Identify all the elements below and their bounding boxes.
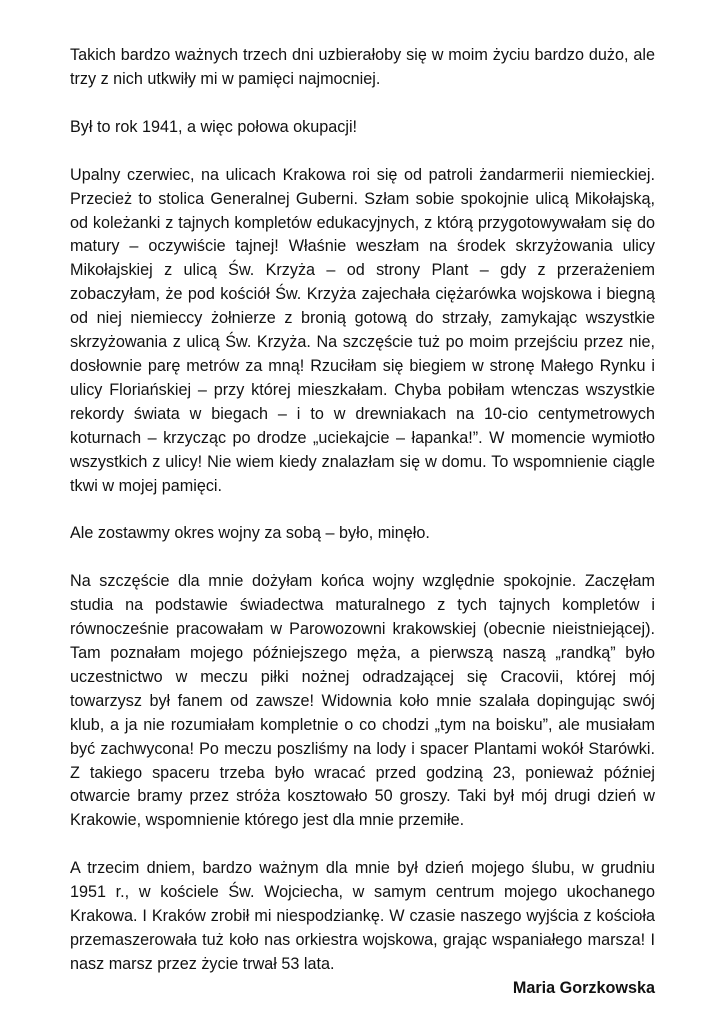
paragraph-transition: Ale zostawmy okres wojny za sobą – było, minęło. [70, 524, 430, 543]
paragraph-third-day: A trzecim dniem, bardzo ważnym dla mnie był dzień mojego ślubu, w grudniu 1951 r., w kościele Św. Wojciecha, w samym centrum mojego ukochanego Krakowa. I Kraków zrobił mi niespodziankę. W czasie naszego wyjścia z kościoła przemaszerowała tuż koło nas orkiestra wojskowa, grając wspaniałego marsza! I nasz marsz przez życie trwał 53 lata. [70, 859, 655, 973]
paragraph-intro: Takich bardzo ważnych trzech dni uzbierałoby się w moim życiu bardzo dużo, ale trzy z nich utkwiły mi w pamięci najmocniej. [70, 46, 655, 88]
author-signature: Maria Gorzkowska [512, 978, 655, 997]
paragraph-first-day: Upalny czerwiec, na ulicach Krakowa roi się od patroli żandarmerii niemieckiej. Przecież to stolica Generalnej Guberni. Szłam sobie spokojnie ulicą Mikołajską, od koleżanki z tajnych kompletów edukacyjnych, z którą przygotowywałam się do matury – oczywiście tajnej! Właśnie weszłam na środek skrzyżowania ulicy Mikołajskiej z ulicą Św. Krzyża – od strony Plant – gdy z przerażeniem zobaczyłam, że pod kościół Św. Krzyża zajechała ciężarówka wojskowa i biegną od niej niemieccy żołnierze z bronią gotową do strzały, zamykając wszystkie skrzyżowania z ulicą Św. Krzyża. Na szczęście tuż po moim przejściu przez nie, dosłownie parę metrów za mną! Rzuciłam się biegiem w stronę Małego Rynku i ulicy Floriańskiej – przy której mieszkałam. Chyba pobiłam wtenczas wszystkie rekordy świata w biegach – i to w drewniakach na 10-cio centymetrowych koturnach – krzycząc po drodze „uciekajcie – łapanka!”. W momencie wymiotło wszystkich z ulicy! Nie wiem kiedy znalazłam się w domu. To wspomnienie ciągle tkwi w mojej pamięci. [70, 165, 655, 495]
document-page [70, 44, 655, 1001]
paragraph-second-day: Na szczęście dla mnie dożyłam końca wojny względnie spokojnie. Zaczęłam studia na podstawie świadectwa maturalnego z tych tajnych kompletów i równocześnie pracowałam w Parowozowni krakowskiej (obecnie nieistniejącej). Tam poznałam mojego późniejszego męża, a pierwszą naszą „randką” było uczestnictwo w meczu piłki nożnej odradzającej się Cracovii, której mój towarzysz był fanem od zawsze! Widownia koło mnie szalała dopingując swój klub, a ja nie rozumiałam kompletnie o co chodzi „tym na boisku”, ale musiałam być zachwycona! Po meczu poszliśmy na lody i spacer Plantami wokół Starówki. Z takiego spaceru trzeba było wracać przed godziną 23, ponieważ później otwarcie bramy przez stróża kosztowało 50 groszy. Taki był mój drugi dzień w Krakowie, wspomnienie którego jest dla mnie przemiłe. [70, 572, 655, 830]
paragraph-year: Był to rok 1941, a więc połowa okupacji! [70, 117, 358, 136]
